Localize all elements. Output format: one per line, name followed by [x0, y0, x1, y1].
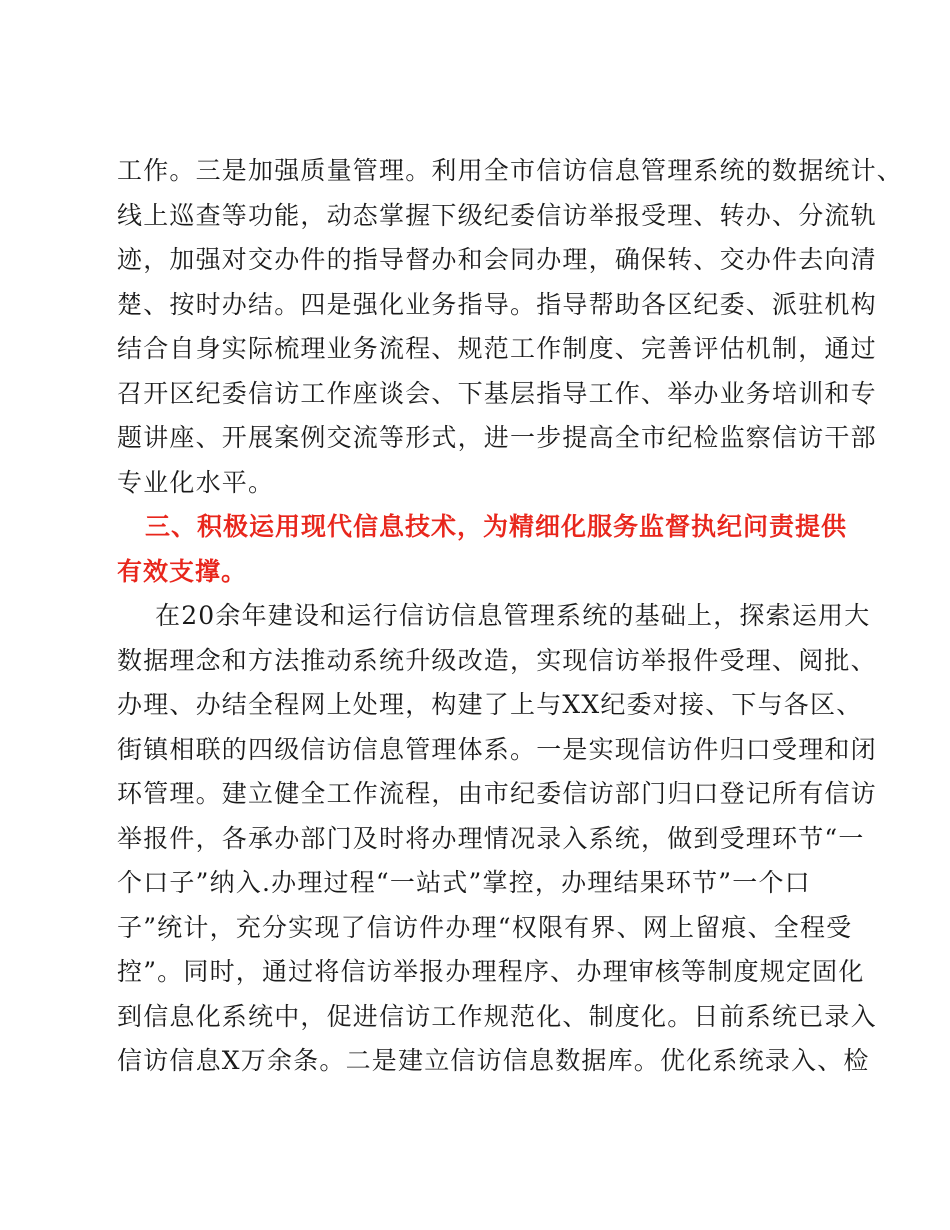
text-line: 专业化水平。 [117, 468, 275, 497]
text-line: 环管理。建立健全工作流程，由市纪委信访部门归口登记所有信访 [117, 779, 877, 808]
text-line: 控”。同时，通过将信访举报办理程序、办理审核等制度规定固化 [117, 957, 865, 986]
text-line: 数据理念和方法推动系统升级改造，实现信访举报件受理、阅批、 [117, 646, 877, 675]
text-line: 在20余年建设和运行信访信息管理系统的基础上，探索运用大 [155, 601, 871, 630]
text-line: 结合自身实际梳理业务流程、规范工作制度、完善评估机制，通过 [117, 334, 877, 363]
heading-line: 有效支撑。 [117, 557, 248, 586]
text-line: 工作。三是加强质量管理。利用全市信访信息管理系统的数据统计、 [117, 156, 904, 185]
text-line: 楚、按时办结。四是强化业务指导。指导帮助各区纪委、派驻机构 [117, 290, 877, 319]
heading-line: 三、积极运用现代信息技术，为精细化服务监督执纪问责提供 [145, 512, 848, 541]
text-line: 个口子”纳入.办理过程“一站式”掌控，办理结果环节”一个口 [117, 868, 811, 897]
text-line: 街镇相联的四级信访信息管理体系。一是实现信访件归口受理和闭 [117, 735, 877, 764]
text-line: 迹，加强对交办件的指导督办和会同办理，确保转、交办件去向清 [117, 245, 877, 274]
text-line: 子”统计，充分实现了信访件办理“权限有界、网上留痕、全程受 [117, 913, 853, 942]
text-line: 题讲座、开展案例交流等形式，进一步提高全市纪检监察信访干部 [117, 423, 877, 452]
text-line: 信访信息X万余条。二是建立信访信息数据库。优化系统录入、检 [117, 1046, 870, 1075]
text-line: 线上巡查等功能，动态掌握下级纪委信访举报受理、转办、分流轨 [117, 201, 877, 230]
text-line: 召开区纪委信访工作座谈会、下基层指导工作、举办业务培训和专 [117, 379, 877, 408]
text-line: 到信息化系统中，促进信访工作规范化、制度化。日前系统已录入 [117, 1002, 877, 1031]
text-line: 举报件，各承办部门及时将办理情况录入系统，做到受理环节“一 [117, 824, 865, 853]
text-line: 办理、办结全程网上处理，构建了上与XX纪委对接、下与各区、 [117, 690, 863, 719]
